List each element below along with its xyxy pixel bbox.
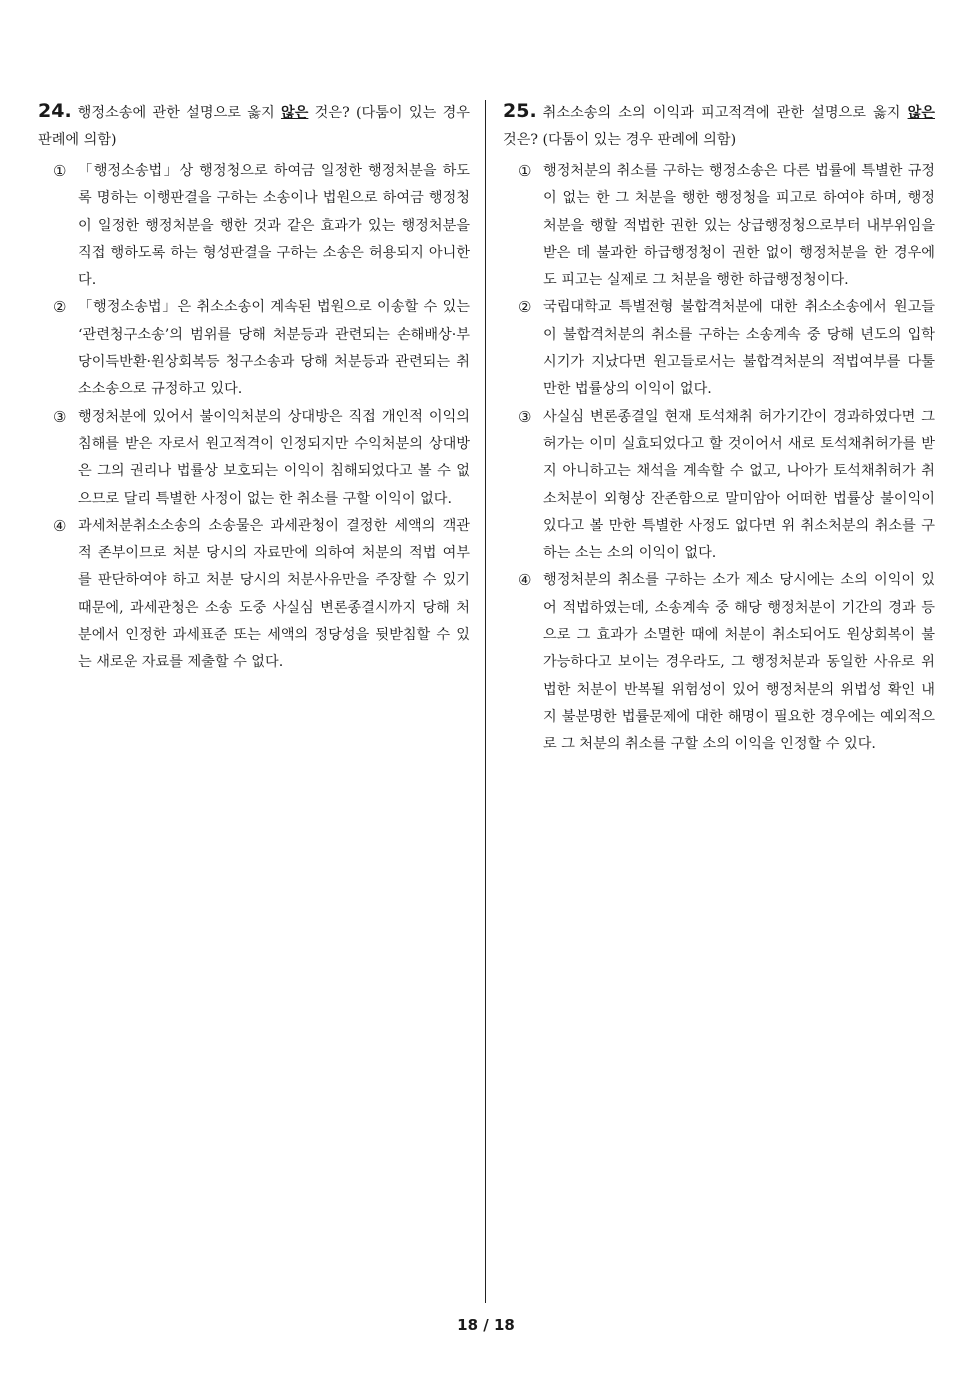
option-marker: ④ <box>518 571 532 590</box>
stem-emphasis: 않은 <box>907 105 935 121</box>
option-marker: ③ <box>518 407 532 426</box>
question-stem <box>503 98 935 154</box>
stem-text: 행정소송에 관한 설명으로 옳지 <box>77 105 281 121</box>
option-3 <box>503 404 935 568</box>
option-1 <box>38 158 470 294</box>
option-text: 과세처분취소소송의 소송물은 과세관청이 결정한 세액의 객관적 존부이므로 처분 당시의 자료만에 의하여 처분의 적법 여부를 판단하여야 하고 처분 당시의 처분사유만을 주장할 수 있기 때문에, 과세관청은 소송 도중 사실심 변론종결시까지 당해 처분에서 인정한 과세표준 또는 세액의 정당성을 뒷받침할 수 있는 새로운 자료를 제출할 수 없다. <box>78 517 470 671</box>
option-text: 「행정소송법」상 행정청으로 하여금 일정한 행정처분을 하도록 명하는 이행판결을 구하는 소송이나 법원으로 하여금 행정청이 일정한 행정처분을 행한 것과 같은 효과가 있는 행정처분을 직접 행하도록 하는 형성판결을 구하는 소송은 허용되지 아니한다. <box>78 163 470 289</box>
question-24 <box>38 98 470 677</box>
option-text: 행정처분의 취소를 구하는 행정소송은 다른 법률에 특별한 규정이 없는 한 그 처분을 행한 행정청을 피고로 하여야 하며, 행정처분을 행할 적법한 권한 있는 상급행정청으로부터 내부위임을 받은 데 불과한 하급행정청이 권한 없이 행정처분을 한 경우에도 피고는 실제로 그 처분을 행한 하급행정청이다. <box>543 163 935 289</box>
stem-text-tail: 것은? (다툼이 있는 경우 판례에 의함) <box>503 132 737 148</box>
option-marker: ④ <box>53 516 67 535</box>
option-marker: ② <box>53 298 67 317</box>
question-number: 25. <box>503 100 537 122</box>
option-marker: ② <box>518 298 532 317</box>
page-number: 18 / 18 <box>457 1316 515 1334</box>
question-25 <box>503 98 935 759</box>
option-marker: ③ <box>53 407 67 426</box>
option-marker: ① <box>518 162 532 180</box>
option-text: 「행정소송법」은 취소소송이 계속된 법원으로 이송할 수 있는 ‘관련청구소송’의 범위를 당해 처분등과 관련되는 손해배상·부당이득반환·원상회복등 청구소송과 당해 처분등과 관련되는 취소소송으로 규정하고 있다. <box>78 299 470 398</box>
column-divider <box>485 100 486 1303</box>
option-4 <box>503 567 935 758</box>
option-text: 국립대학교 특별전형 불합격처분에 대한 취소소송에서 원고들이 불합격처분의 취소를 구하는 소송계속 중 당해 년도의 입학시기가 지났다면 원고들로서는 불합격처분의 적법여부를 다툴만한 법률상의 이익이 없다. <box>543 299 935 398</box>
option-2 <box>38 294 470 403</box>
option-marker: ① <box>53 162 67 180</box>
option-4 <box>38 513 470 677</box>
stem-emphasis: 않은 <box>280 105 309 121</box>
question-number: 24. <box>38 100 72 122</box>
stem-text-tail: 것은? (다툼이 있는 경우 판례에 의함) <box>38 105 470 148</box>
option-text: 행정처분에 있어서 불이익처분의 상대방은 직접 개인적 이익의 침해를 받은 자로서 원고적격이 인정되지만 수익처분의 상대방은 그의 권리나 법률상 보호되는 이익이 침해되었다고 볼 수 없으므로 달리 특별한 사정이 없는 한 취소를 구할 이익이 없다. <box>78 408 470 507</box>
option-text: 사실심 변론종결일 현재 토석채취 허가기간이 경과하였다면 그 허가는 이미 실효되었다고 할 것이어서 새로 토석채취허가를 받지 아니하고는 채석을 계속할 수 없고, 나아가 토석채취허가 취소처분이 외형상 잔존함으로 말미암아 어떠한 법률상 불이익이 있다고 볼 만한 특별한 사정도 없다면 위 취소처분의 취소를 구하는 소는 소의 이익이 없다. <box>543 408 935 562</box>
stem-text: 취소소송의 소의 이익과 피고적격에 관한 설명으로 옳지 <box>542 105 908 121</box>
question-stem <box>38 98 470 154</box>
option-2 <box>503 294 935 403</box>
option-3 <box>38 404 470 513</box>
option-1 <box>503 158 935 294</box>
option-text: 행정처분의 취소를 구하는 소가 제소 당시에는 소의 이익이 있어 적법하였는데, 소송계속 중 해당 행정처분이 기간의 경과 등으로 그 효과가 소멸한 때에 처분이 취소되어도 원상회복이 불가능하다고 보이는 경우라도, 그 행정처분과 동일한 사유로 위법한 처분이 반복될 위험성이 있어 행정처분의 위법성 확인 내지 불분명한 법률문제에 대한 해명이 필요한 경우에는 예외적으로 그 처분의 취소를 구할 소의 이익을 인정할 수 있다. <box>543 572 935 753</box>
